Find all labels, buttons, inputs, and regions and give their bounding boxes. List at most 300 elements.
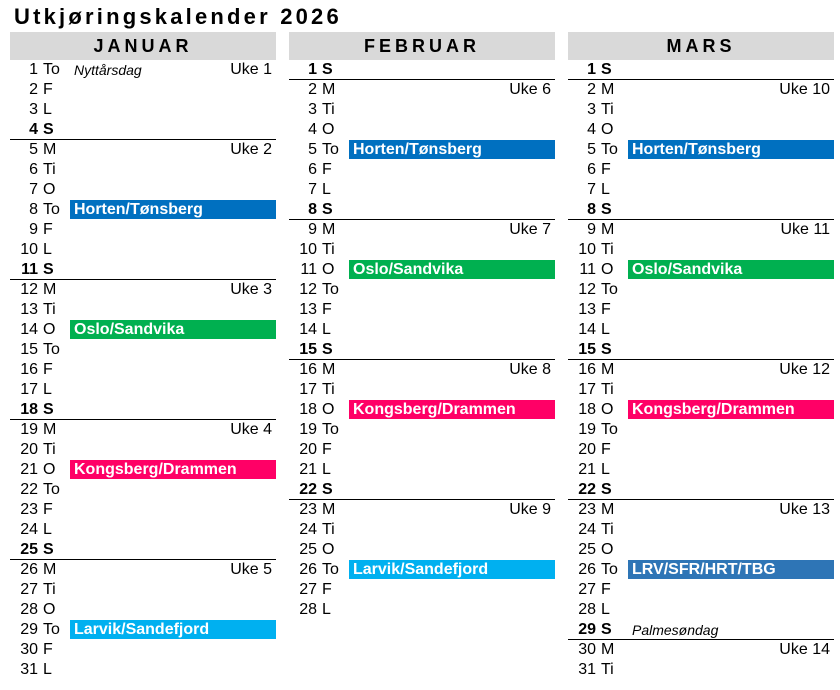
day-row [10,140,276,160]
delivery-event: LRV/SFR/HRT/TBG [628,560,834,579]
weekday-abbrev: F [601,301,611,318]
day-number: 12 [578,281,596,298]
weekday-abbrev: To [43,341,60,358]
month-header: MARS [568,32,834,60]
day-number: 13 [578,301,596,318]
day-row [10,120,276,140]
day-row [568,120,834,140]
day-number: 22 [20,481,38,498]
day-number: 8 [587,201,596,218]
day-number: 10 [299,241,317,258]
day-row [568,500,834,520]
day-number: 18 [299,401,317,418]
week-number: Uke 14 [779,641,830,658]
day-number: 10 [20,241,38,258]
day-row [568,600,834,620]
week-number: Uke 8 [509,361,551,378]
page-title: Utkjøringskalender 2026 [14,4,342,29]
day-number: 24 [578,521,596,538]
day-row [10,520,276,540]
day-row [289,220,555,240]
day-number: 27 [299,581,317,598]
day-row [568,220,834,240]
delivery-event: Oslo/Sandvika [628,260,834,279]
day-row [289,80,555,100]
day-number: 28 [578,601,596,618]
day-number: 17 [578,381,596,398]
day-number: 31 [578,661,596,678]
weekday-abbrev: Ti [601,101,614,118]
weekday-abbrev: To [43,481,60,498]
day-row [568,580,834,600]
day-row [10,400,276,420]
day-number: 26 [578,561,596,578]
weekday-abbrev: L [43,661,52,678]
day-number: 17 [20,381,38,398]
day-row [289,420,555,440]
day-row [568,320,834,340]
day-row [289,240,555,260]
weekday-abbrev: To [322,421,339,438]
weekday-abbrev: To [43,61,60,78]
weekday-abbrev: F [43,221,53,238]
day-number: 6 [29,161,38,178]
day-row [289,160,555,180]
day-number: 14 [578,321,596,338]
weekday-abbrev: S [322,61,333,78]
day-number: 15 [299,341,317,358]
week-number: Uke 11 [780,221,830,238]
weekday-abbrev: F [43,361,53,378]
day-number: 11 [579,261,596,278]
weekday-abbrev: F [322,161,332,178]
day-number: 24 [299,521,317,538]
weekday-abbrev: To [43,201,60,218]
weekday-abbrev: M [322,81,336,98]
holiday-note: Nyttårsdag [74,62,142,78]
weekday-abbrev: O [601,121,614,138]
day-number: 9 [587,221,596,238]
day-row [10,320,276,340]
day-number: 3 [587,101,596,118]
day-number: 11 [21,261,38,278]
weekday-abbrev: M [322,361,336,378]
day-row [10,180,276,200]
weekday-abbrev: S [601,201,612,218]
day-number: 7 [587,181,596,198]
delivery-event: Oslo/Sandvika [70,320,276,339]
weekday-abbrev: L [601,181,610,198]
weekday-abbrev: M [601,361,615,378]
day-number: 15 [578,341,596,358]
weekday-abbrev: L [43,381,52,398]
delivery-event: Horten/Tønsberg [70,200,276,219]
weekday-abbrev: O [43,601,56,618]
day-row [568,480,834,500]
weekday-abbrev: O [601,401,614,418]
day-row [10,620,276,640]
day-number: 26 [299,561,317,578]
day-row [289,440,555,460]
month-januar [10,32,276,680]
month-header: JANUAR [10,32,276,60]
day-number: 23 [299,501,317,518]
day-row [10,540,276,560]
day-number: 2 [587,81,596,98]
day-row [10,580,276,600]
day-row [568,400,834,420]
delivery-event: Larvik/Sandefjord [349,560,555,579]
day-row [10,260,276,280]
day-number: 15 [20,341,38,358]
weekday-abbrev: F [322,581,332,598]
day-row [568,640,834,660]
weekday-abbrev: Ti [322,101,335,118]
day-row [568,180,834,200]
day-row [289,340,555,360]
day-row [289,600,555,620]
weekday-abbrev: Ti [43,161,56,178]
day-list [10,60,276,680]
day-number: 21 [20,461,38,478]
weekday-abbrev: M [43,281,57,298]
day-row [289,500,555,520]
day-number: 6 [587,161,596,178]
delivery-event: Horten/Tønsberg [628,140,834,159]
week-number: Uke 9 [509,501,551,518]
delivery-event: Kongsberg/Drammen [70,460,276,479]
day-row [568,60,834,80]
day-number: 9 [29,221,38,238]
day-number: 5 [308,141,317,158]
weekday-abbrev: L [43,241,52,258]
day-number: 27 [578,581,596,598]
day-row [289,540,555,560]
day-number: 25 [299,541,317,558]
month-februar [289,32,555,620]
day-row [10,600,276,620]
day-number: 18 [578,401,596,418]
weekday-abbrev: F [43,501,53,518]
weekday-abbrev: M [601,81,615,98]
day-number: 10 [578,241,596,258]
day-row [289,520,555,540]
week-number: Uke 10 [779,81,830,98]
day-row [289,60,555,80]
day-number: 1 [308,61,317,78]
day-number: 19 [20,421,38,438]
weekday-abbrev: Ti [43,301,56,318]
day-row [289,140,555,160]
day-row [10,460,276,480]
day-number: 13 [299,301,317,318]
day-row [10,640,276,660]
weekday-abbrev: Ti [601,241,614,258]
holiday-note: Palmesøndag [632,622,719,638]
day-row [10,500,276,520]
day-row [568,660,834,680]
weekday-abbrev: F [601,161,611,178]
weekday-abbrev: S [322,341,333,358]
day-number: 1 [29,61,38,78]
day-row [10,60,276,80]
weekday-abbrev: To [43,621,60,638]
day-number: 31 [20,661,38,678]
weekday-abbrev: L [601,321,610,338]
day-row [568,100,834,120]
day-number: 13 [20,301,38,318]
day-number: 8 [308,201,317,218]
day-row [289,120,555,140]
weekday-abbrev: F [322,301,332,318]
day-row [568,240,834,260]
weekday-abbrev: F [43,81,53,98]
weekday-abbrev: Ti [322,381,335,398]
day-row [568,360,834,380]
day-number: 30 [578,641,596,658]
day-number: 9 [308,221,317,238]
day-number: 20 [20,441,38,458]
day-row [289,100,555,120]
weekday-abbrev: O [322,401,335,418]
weekday-abbrev: S [601,621,612,638]
week-number: Uke 13 [779,501,830,518]
day-number: 7 [29,181,38,198]
day-row [289,360,555,380]
weekday-abbrev: L [43,101,52,118]
weekday-abbrev: To [601,421,618,438]
day-number: 18 [20,401,38,418]
weekday-abbrev: Ti [43,581,56,598]
weekday-abbrev: L [322,461,331,478]
day-row [10,420,276,440]
weekday-abbrev: O [322,541,335,558]
weekday-abbrev: M [322,501,336,518]
day-row [10,240,276,260]
weekday-abbrev: S [43,541,54,558]
day-row [289,200,555,220]
day-row [289,320,555,340]
weekday-abbrev: L [322,601,331,618]
day-list [568,60,834,680]
day-number: 12 [20,281,38,298]
day-row [568,200,834,220]
day-row [10,200,276,220]
weekday-abbrev: M [601,221,615,238]
day-row [568,520,834,540]
weekday-abbrev: L [601,461,610,478]
day-number: 21 [299,461,317,478]
day-number: 5 [587,141,596,158]
weekday-abbrev: S [601,481,612,498]
weekday-abbrev: L [43,521,52,538]
day-number: 16 [578,361,596,378]
delivery-event: Kongsberg/Drammen [628,400,834,419]
weekday-abbrev: F [601,581,611,598]
day-number: 22 [299,481,317,498]
day-row [568,420,834,440]
day-row [289,560,555,580]
day-number: 25 [578,541,596,558]
day-number: 28 [20,601,38,618]
day-number: 6 [308,161,317,178]
weekday-abbrev: To [322,561,339,578]
weekday-abbrev: S [322,481,333,498]
weekday-abbrev: S [43,121,54,138]
weekday-abbrev: O [322,121,335,138]
day-row [289,260,555,280]
weekday-abbrev: S [601,341,612,358]
weekday-abbrev: F [601,441,611,458]
day-number: 8 [29,201,38,218]
weekday-abbrev: O [43,321,56,338]
weekday-abbrev: O [322,261,335,278]
day-row [10,100,276,120]
day-number: 2 [29,81,38,98]
weekday-abbrev: O [43,461,56,478]
day-number: 29 [578,621,596,638]
day-list [289,60,555,620]
day-row [10,80,276,100]
day-row [568,340,834,360]
week-number: Uke 1 [230,61,272,78]
day-number: 28 [299,601,317,618]
day-row [568,560,834,580]
weekday-abbrev: O [43,181,56,198]
day-row [289,380,555,400]
day-number: 22 [578,481,596,498]
day-number: 23 [20,501,38,518]
day-number: 25 [20,541,38,558]
day-row [10,440,276,460]
day-number: 11 [300,261,317,278]
day-number: 16 [299,361,317,378]
day-row [568,160,834,180]
day-row [289,400,555,420]
day-number: 4 [587,121,596,138]
day-row [568,140,834,160]
day-row [568,260,834,280]
day-number: 20 [578,441,596,458]
day-row [10,340,276,360]
weekday-abbrev: M [43,421,57,438]
weekday-abbrev: To [601,281,618,298]
day-row [568,80,834,100]
day-number: 21 [578,461,596,478]
weekday-abbrev: Ti [601,521,614,538]
week-number: Uke 7 [509,221,551,238]
day-row [10,560,276,580]
week-number: Uke 4 [230,421,272,438]
day-row [568,620,834,640]
weekday-abbrev: F [43,641,53,658]
day-row [10,280,276,300]
weekday-abbrev: Ti [43,441,56,458]
day-number: 30 [20,641,38,658]
delivery-event: Oslo/Sandvika [349,260,555,279]
day-number: 4 [29,121,38,138]
weekday-abbrev: Ti [601,381,614,398]
weekday-abbrev: To [322,281,339,298]
day-number: 26 [20,561,38,578]
day-row [289,300,555,320]
day-row [10,160,276,180]
day-number: 29 [20,621,38,638]
weekday-abbrev: O [601,541,614,558]
day-number: 14 [299,321,317,338]
day-row [568,460,834,480]
weekday-abbrev: S [43,401,54,418]
week-number: Uke 12 [779,361,830,378]
month-mars [568,32,834,680]
weekday-abbrev: Ti [322,521,335,538]
weekday-abbrev: Ti [601,661,614,678]
weekday-abbrev: F [322,441,332,458]
weekday-abbrev: To [601,561,618,578]
day-row [568,280,834,300]
day-row [568,380,834,400]
day-row [289,480,555,500]
weekday-abbrev: S [601,61,612,78]
weekday-abbrev: To [322,141,339,158]
weekday-abbrev: L [322,181,331,198]
day-number: 3 [29,101,38,118]
day-number: 5 [29,141,38,158]
day-number: 3 [308,101,317,118]
day-number: 4 [308,121,317,138]
day-number: 17 [299,381,317,398]
day-row [10,220,276,240]
weekday-abbrev: M [43,561,57,578]
weekday-abbrev: O [601,261,614,278]
day-number: 12 [299,281,317,298]
month-header: FEBRUAR [289,32,555,60]
day-number: 23 [578,501,596,518]
weekday-abbrev: M [43,141,57,158]
day-number: 2 [308,81,317,98]
day-row [10,380,276,400]
day-number: 19 [299,421,317,438]
weekday-abbrev: S [43,261,54,278]
day-row [10,360,276,380]
day-row [289,580,555,600]
delivery-event: Kongsberg/Drammen [349,400,555,419]
day-number: 7 [308,181,317,198]
week-number: Uke 3 [230,281,272,298]
weekday-abbrev: L [322,321,331,338]
day-row [289,280,555,300]
day-number: 27 [20,581,38,598]
weekday-abbrev: M [322,221,336,238]
weekday-abbrev: L [601,601,610,618]
day-number: 19 [578,421,596,438]
day-row [568,440,834,460]
day-number: 20 [299,441,317,458]
weekday-abbrev: M [601,641,615,658]
day-number: 1 [587,61,596,78]
weekday-abbrev: S [322,201,333,218]
day-row [10,480,276,500]
weekday-abbrev: Ti [322,241,335,258]
day-row [10,660,276,680]
day-row [289,460,555,480]
delivery-event: Larvik/Sandefjord [70,620,276,639]
day-number: 16 [20,361,38,378]
day-row [568,300,834,320]
week-number: Uke 5 [230,561,272,578]
week-number: Uke 6 [509,81,551,98]
day-row [10,300,276,320]
